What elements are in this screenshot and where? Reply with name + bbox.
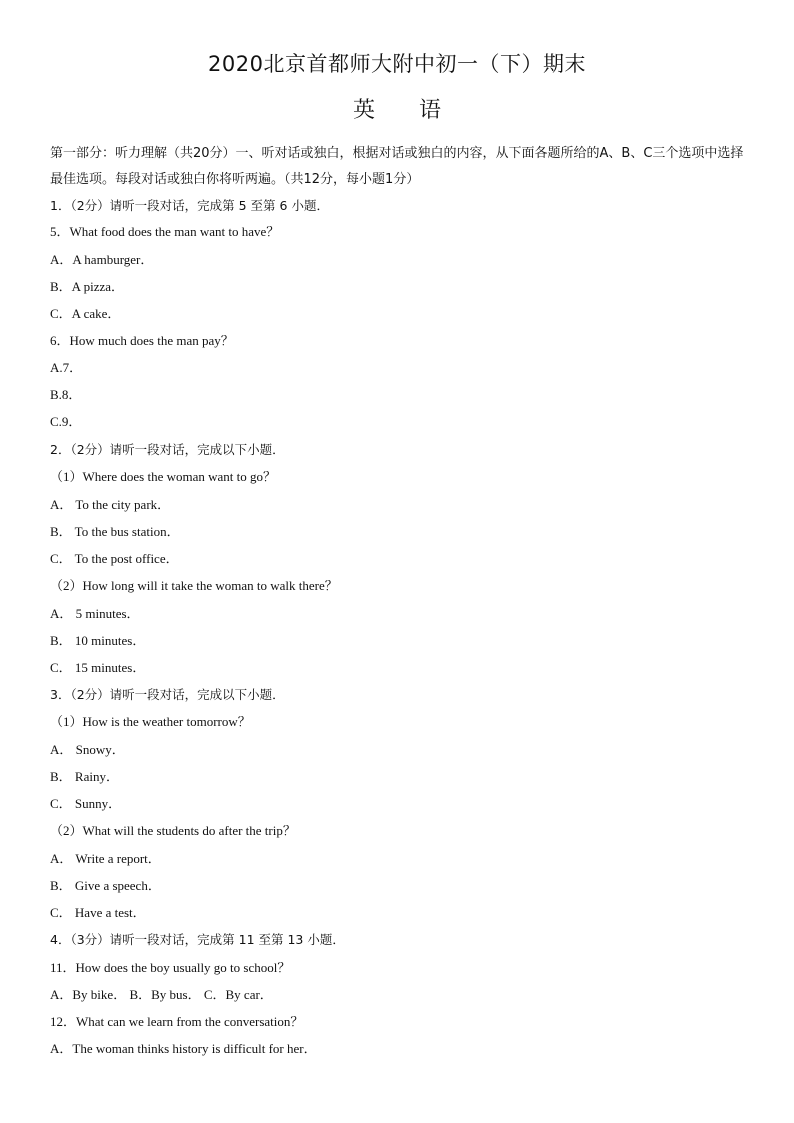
subject-heading: 英语 <box>352 98 485 123</box>
option-5b: B．A pizza． <box>50 279 125 294</box>
question-2-1: （1）Where does the woman want to go？ <box>50 469 277 484</box>
option-6c: C.9． <box>50 414 82 429</box>
option-3-1b: B． Rainy． <box>50 769 119 784</box>
option-3-1a: A． Snowy． <box>50 742 125 757</box>
question-3-2: （2）What will the students do after the trip？ <box>50 823 296 838</box>
option-2-2b: B． 10 minutes． <box>50 633 146 648</box>
option-12a: A．The woman thinks history is difficult for her． <box>50 1041 317 1056</box>
option-2-2a: A． 5 minutes． <box>50 606 140 621</box>
question-3-1: （1）How is the weather tomorrow？ <box>50 714 251 729</box>
question-group-4-header: 4．（3分）请听一段对话，完成第 11 至第 13 小题． <box>50 932 345 947</box>
question-5: 5．What food does the man want to have？ <box>50 224 280 239</box>
option-3-2a: A． Write a report． <box>50 851 161 866</box>
options-11: A．By bike． B．By bus． C．By car． <box>50 987 273 1002</box>
question-group-1-header: 1．（2分）请听一段对话，完成第 5 至第 6 小题． <box>50 198 329 213</box>
option-3-2b: B． Give a speech． <box>50 878 161 893</box>
question-6: 6．How much does the man pay？ <box>50 333 234 348</box>
option-3-1c: C． Sunny． <box>50 796 122 811</box>
question-group-2-header: 2．（2分）请听一段对话，完成以下小题． <box>50 442 285 457</box>
page-title: 2020北京首都师大附中初一（下）期末 <box>208 52 586 76</box>
option-5a: A．A hamburger． <box>50 252 154 267</box>
question-2-2: （2）How long will it take the woman to walk there？ <box>50 578 338 593</box>
section-intro: 第一部分：听力理解（共20分）一、听对话或独白，根据对话或独白的内容，从下面各题所给的A、B、C三个选项中选择 最佳选项。每段对话或独白你将听两遍。（共12分，每小题1分） <box>50 146 744 187</box>
question-12: 12．What can we learn from the conversation？ <box>50 1014 304 1029</box>
option-2-1c: C． To the post office． <box>50 551 179 566</box>
option-2-1b: B． To the bus station． <box>50 524 180 539</box>
option-5c: C．A cake． <box>50 306 121 321</box>
option-2-2c: C． 15 minutes． <box>50 660 146 675</box>
option-6b: B.8． <box>50 387 82 402</box>
question-group-3-header: 3．（2分）请听一段对话，完成以下小题． <box>50 687 285 702</box>
option-2-1a: A． To the city park． <box>50 497 171 512</box>
question-11: 11．How does the boy usually go to school？ <box>50 960 291 975</box>
option-3-2c: C． Have a test． <box>50 905 146 920</box>
option-6a: A.7． <box>50 360 83 375</box>
